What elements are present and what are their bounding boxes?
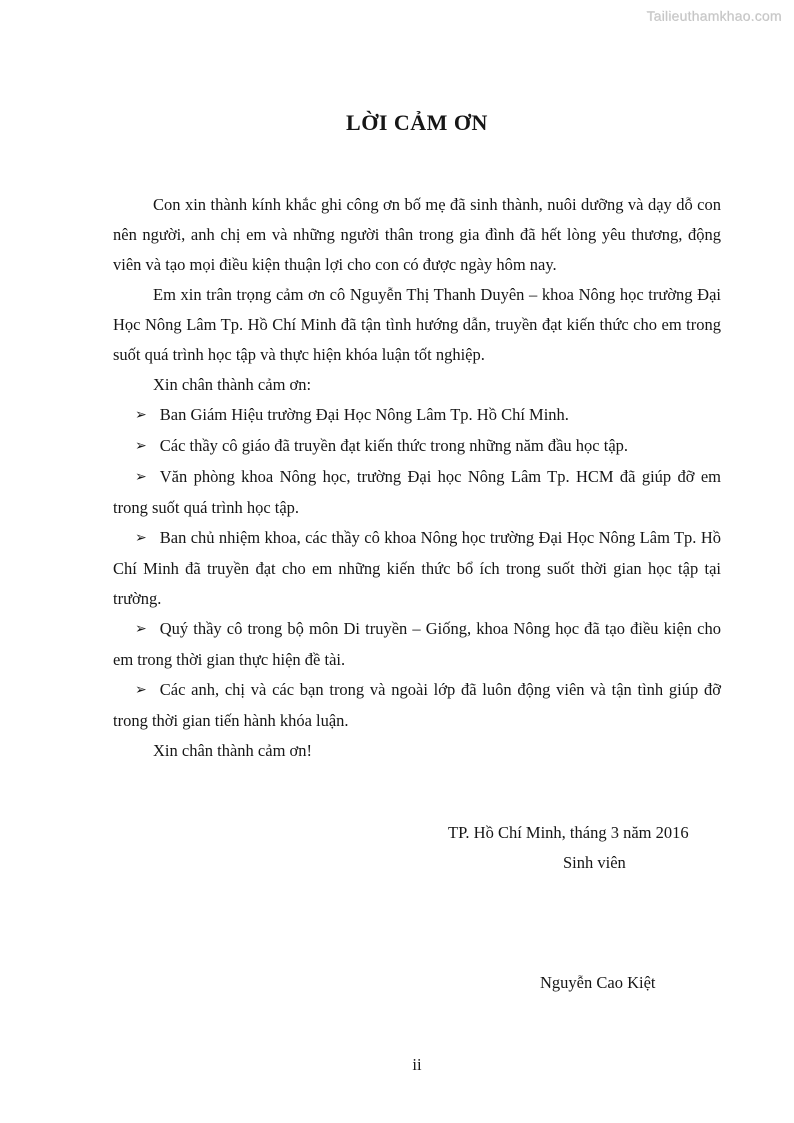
- bullet-text: Các anh, chị và các bạn trong và ngoài lớp đã luôn động viên và tận tình giúp đỡ trong thời gian tiến hành khóa luận.: [113, 680, 721, 730]
- watermark: Tailieuthamkhao.com: [646, 8, 782, 24]
- bullet-item: [113, 523, 721, 614]
- acknowledgment-body: [113, 190, 721, 766]
- bullet-item: [113, 431, 721, 462]
- paragraph: Em xin trân trọng cảm ơn cô Nguyễn Thị Thanh Duyên – khoa Nông học trường Đại Học Nông Lâm Tp. Hồ Chí Minh đã tận tình hướng dẫn, truyền đạt kiến thức cho em trong suốt quá trình học tập và thực hiện khóa luận tốt nghiệp.: [113, 285, 721, 364]
- signature-place-date: TP. Hồ Chí Minh, tháng 3 năm 2016: [448, 823, 689, 842]
- signature-role: Sinh viên: [563, 853, 626, 872]
- page-number: ii: [412, 1055, 422, 1074]
- closing-line: Xin chân thành cảm ơn!: [153, 741, 313, 760]
- bullet-text: Ban Giám Hiệu trường Đại Học Nông Lâm Tp. Hồ Chí Minh.: [159, 405, 569, 424]
- thanks-intro-line: Xin chân thành cảm ơn:: [153, 375, 312, 394]
- bullet-item: [113, 400, 721, 431]
- bullet-arrow-icon: ➢: [135, 682, 147, 698]
- paragraph: Con xin thành kính khắc ghi công ơn bố mẹ đã sinh thành, nuôi dưỡng và dạy dỗ con nên người, anh chị em và những người thân trong gia đình đã hết lòng yêu thương, động viên và tạo mọi điều kiện thuận lợi cho con có được ngày hôm nay.: [113, 195, 721, 274]
- page-title: LỜI CẢM ƠN: [346, 110, 488, 135]
- bullet-text: Các thầy cô giáo đã truyền đạt kiến thức trong những năm đầu học tập.: [159, 436, 629, 455]
- bullet-arrow-icon: ➢: [135, 530, 147, 546]
- bullet-text: Quý thầy cô trong bộ môn Di truyền – Giống, khoa Nông học đã tạo điều kiện cho em trong thời gian thực hiện đề tài.: [113, 619, 721, 669]
- bullet-arrow-icon: ➢: [135, 621, 147, 637]
- signature-name: Nguyễn Cao Kiệt: [540, 973, 656, 992]
- bullet-arrow-icon: ➢: [135, 438, 147, 454]
- bullet-arrow-icon: ➢: [135, 407, 147, 423]
- bullet-arrow-icon: ➢: [135, 469, 147, 485]
- bullet-item: [113, 675, 721, 736]
- bullet-text: Ban chủ nhiệm khoa, các thầy cô khoa Nông học trường Đại Học Nông Lâm Tp. Hồ Chí Minh đã truyền đạt cho em những kiến thức bổ ích trong suốt thời gian học tập tại trường.: [113, 528, 721, 608]
- bullet-item: [113, 614, 721, 675]
- bullet-item: [113, 462, 721, 523]
- bullet-text: Văn phòng khoa Nông học, trường Đại học Nông Lâm Tp. HCM đã giúp đỡ em trong suốt quá trình học tập.: [113, 467, 721, 517]
